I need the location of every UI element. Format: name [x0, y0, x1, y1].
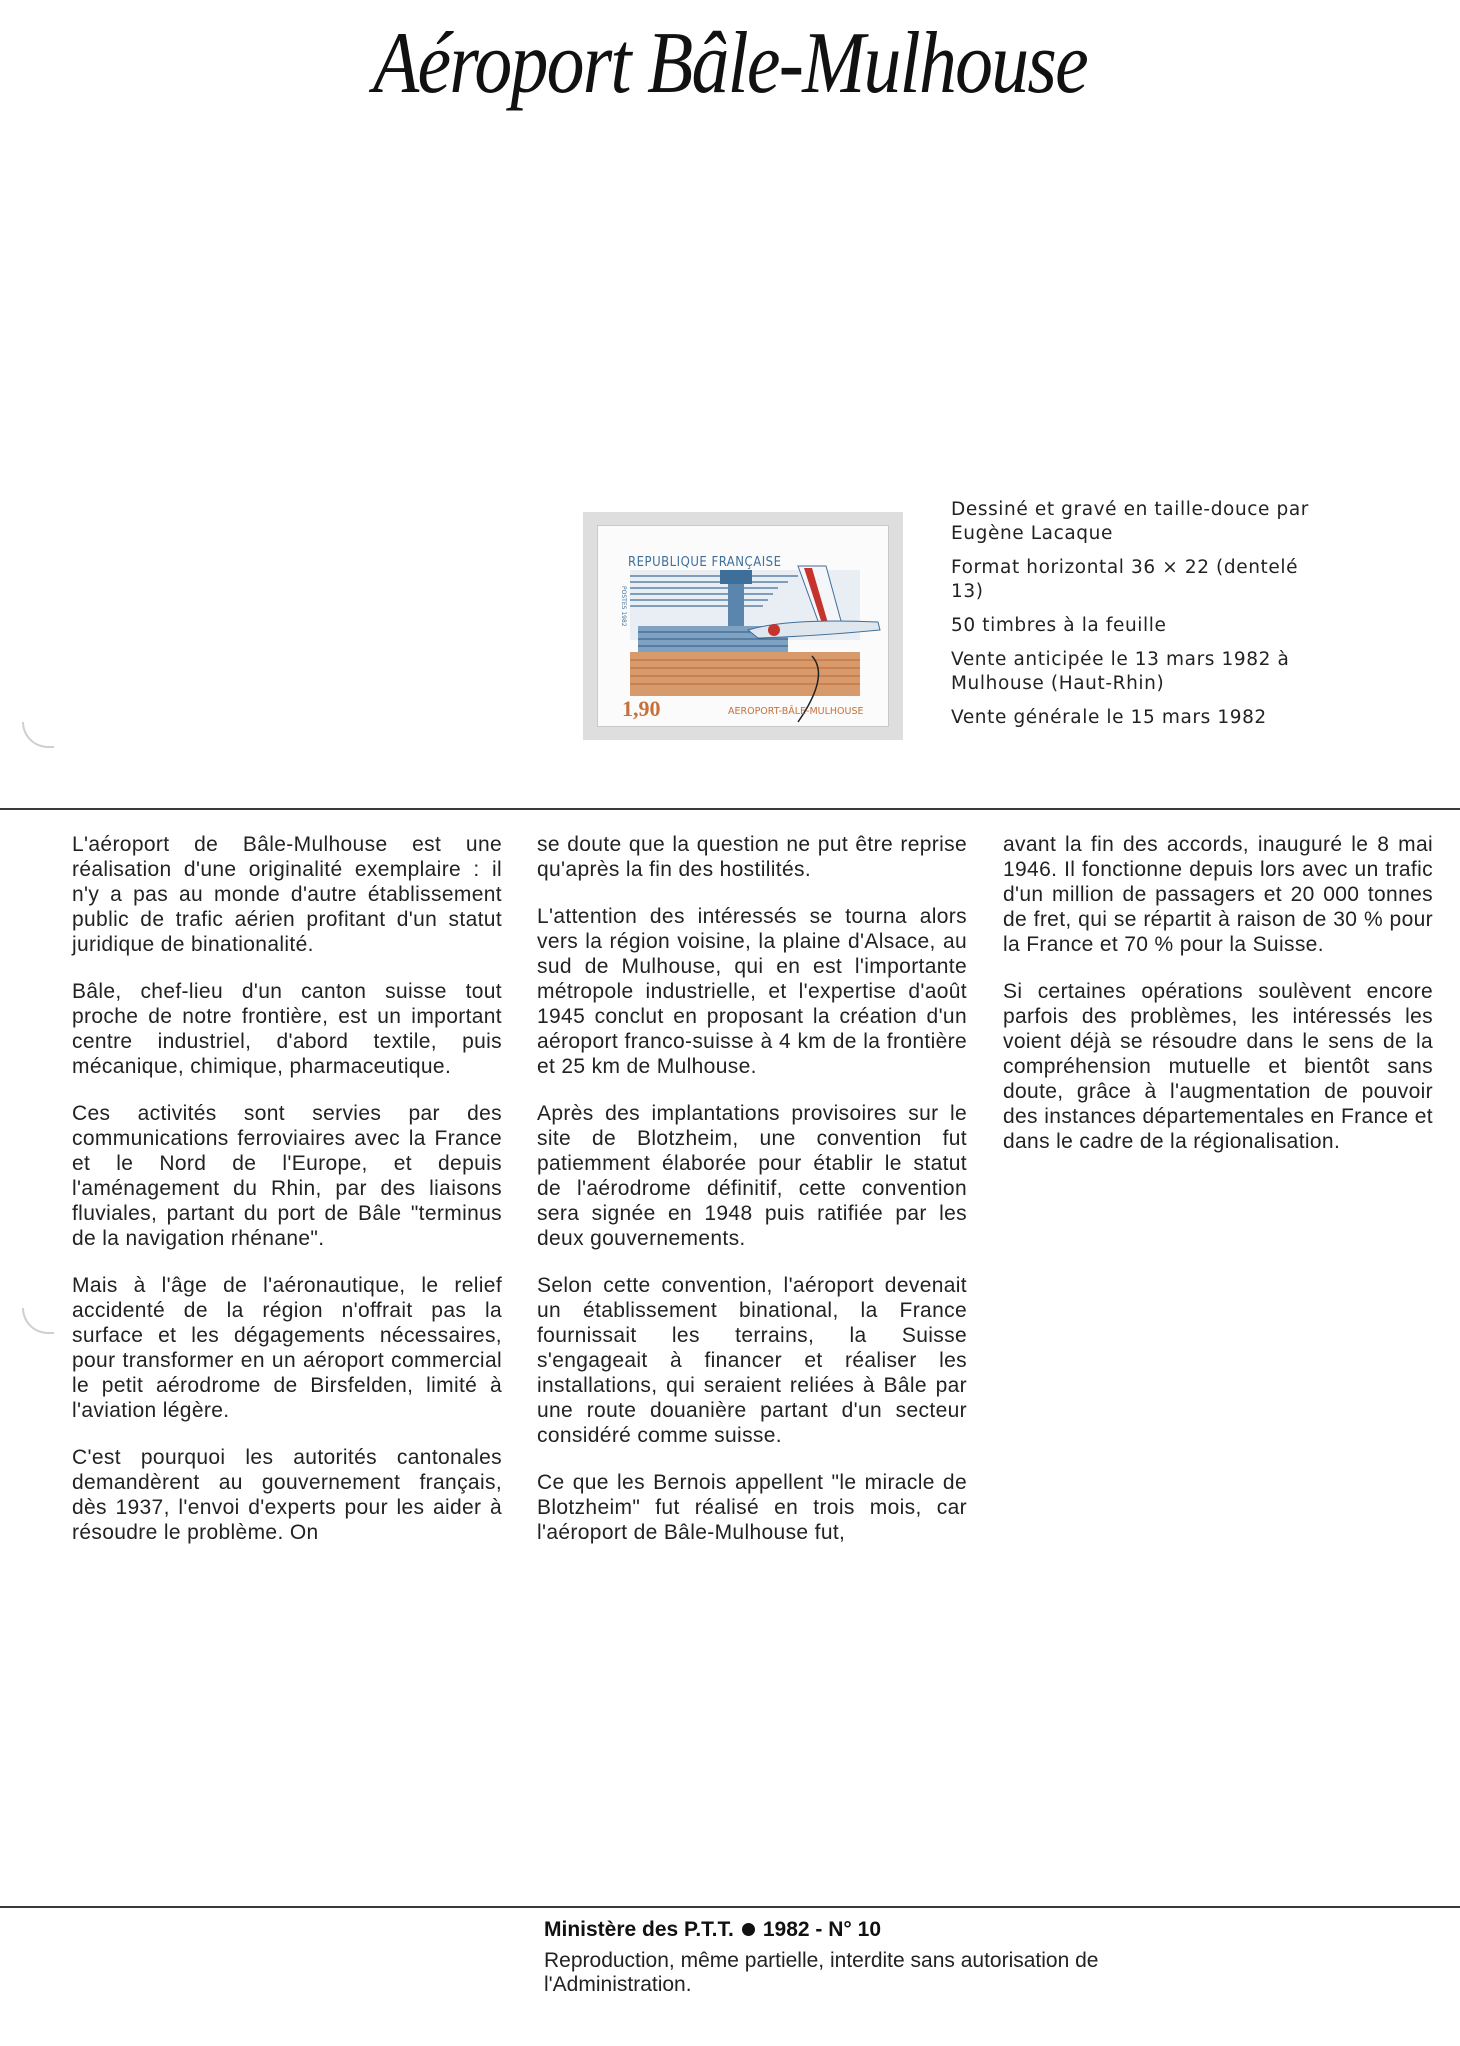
footer-issue: 1982 - N° 10 [762, 1918, 881, 1941]
paragraph: se doute que la question ne put être reprise qu'après la fin des hostilités. [537, 833, 967, 881]
stamp-side-text: POSTES 1982 [620, 586, 627, 627]
paragraph: Après des implantations provisoires sur le site de Blotzheim, une convention fut patiemment élaborée pour établir le statut de l'aérodrome définitif, cette convention sera signée en 1948 puis ratifiée par les deux gouvernements. [537, 1102, 967, 1250]
divider-top [0, 808, 1460, 810]
paragraph: avant la fin des accords, inauguré le 8 mai 1946. Il fonctionne depuis lors avec un trafic d'un million de passagers et 20 000 tonnes de fret, qui se répartit à raison de 30 % pour la France et 70 % pour la Suisse. [1003, 833, 1433, 956]
stamp-country: REPUBLIQUE FRANÇAISE [628, 555, 782, 570]
page-title: Aéroport Bâle-Mulhouse [373, 15, 1087, 112]
stamp-caption: AEROPORT-BÂLE-MULHOUSE [728, 706, 864, 717]
paragraph: Ce que les Bernois appellent "le miracle de Blotzheim" fut réalisé en trois mois, car l'aéroport de Bâle-Mulhouse fut, [537, 1471, 967, 1544]
footer-heading [544, 1917, 881, 1943]
paragraph: C'est pourquoi les autorités cantonales demandèrent au gouvernement français, dès 1937, l'envoi d'experts pour les aider à résoudre le problème. On [72, 1446, 502, 1544]
article-column-2 [537, 832, 967, 1567]
paragraph: Selon cette convention, l'aéroport devenait un établissement binational, la France fournissait les terrains, la Suisse s'engageait à financer et réaliser les installations, qui seraient reliées à Bâle par une route douanière partant d'un secteur considéré comme suisse. [537, 1274, 967, 1447]
article-column-3 [1003, 832, 1433, 1176]
punch-hole-mark [22, 722, 54, 748]
stamp-artwork [598, 526, 888, 726]
stamp-value: 1,90 [622, 696, 661, 721]
paragraph: Si certaines opérations soulèvent encore parfois des problèmes, les intéressés les voient déjà se résoudre dans le sens de la compréhension mutuelle et bientôt sans doute, grâce à l'augmentation de pouvoir des instances départementales en France et dans le cadre de la régionalisation. [1003, 980, 1433, 1153]
footer-ministry: Ministère des P.T.T. [544, 1918, 734, 1941]
paragraph: L'aéroport de Bâle-Mulhouse est une réalisation d'une originalité exemplaire : il n'y a pas au monde d'autre établissement public de trafic aérien profitant d'un statut juridique de binationalité. [72, 833, 502, 956]
paragraph: Mais à l'âge de l'aéronautique, le relief accidenté de la région n'offrait pas la surface et les dégagements nécessaires, pour transformer en un aéroport commercial le petit aérodrome de Birsfelden, limité à l'aviation légère. [72, 1274, 502, 1422]
divider-bottom [0, 1906, 1460, 1908]
info-general-sale: Vente générale le 15 mars 1982 [951, 707, 1267, 728]
article-column-1 [72, 832, 502, 1567]
paragraph: Bâle, chef-lieu d'un canton suisse tout proche de notre frontière, est un important centre industriel, d'abord textile, puis mécanique, chimique, pharmaceutique. [72, 980, 502, 1078]
stamp-illustration [583, 512, 903, 740]
punch-hole-mark [22, 1308, 54, 1334]
stamp-info [951, 498, 1331, 740]
footer-note: Reproduction, même partielle, interdite sans autorisation de l'Administration. [544, 1949, 1099, 1996]
info-designer: Dessiné et gravé en taille-douce par Eugène Lacaque [951, 499, 1310, 544]
paragraph: L'attention des intéressés se tourna alors vers la région voisine, la plaine d'Alsace, au sud de Mulhouse, qui en est l'importante métropole industrielle, et l'expertise d'août 1945 conclut en proposant la création d'un aéroport franco-suisse à 4 km de la frontière et 25 km de Mulhouse. [537, 905, 967, 1078]
paragraph: Ces activités sont servies par des communications ferroviaires avec la France et le Nord de l'Europe, et depuis l'aménagement du Rhin, par des liaisons fluviales, partant du port de Bâle "terminus de la navigation rhénane". [72, 1102, 502, 1250]
info-sheet: 50 timbres à la feuille [951, 615, 1167, 636]
info-format: Format horizontal 36 × 22 (dentelé 13) [951, 557, 1299, 602]
bullet-icon [742, 1923, 755, 1936]
info-presale: Vente anticipée le 13 mars 1982 à Mulhouse (Haut-Rhin) [951, 649, 1290, 694]
